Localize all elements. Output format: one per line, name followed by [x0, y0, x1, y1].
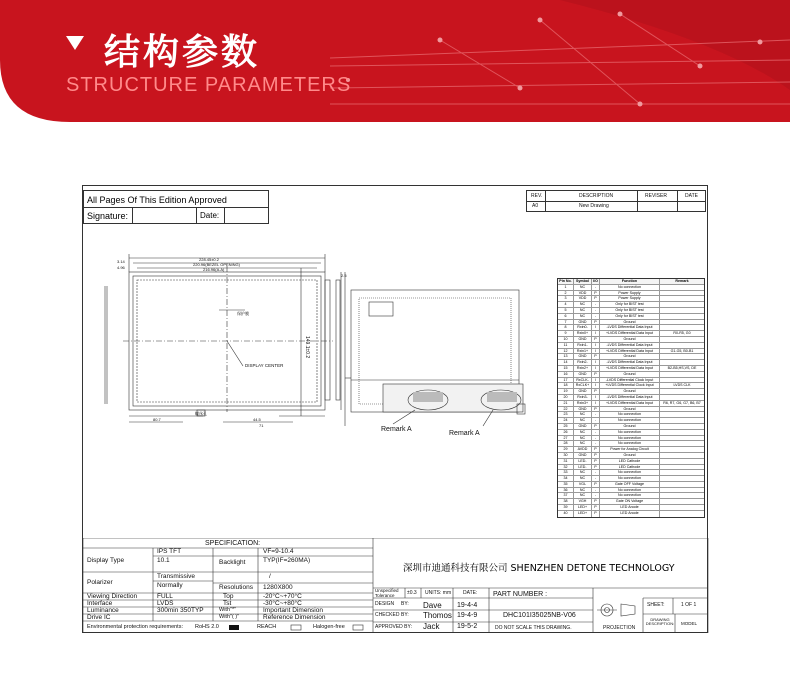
- pin-cell: Ground: [600, 453, 660, 458]
- reach-checkbox: [291, 625, 301, 630]
- checked-by-value: Thomos: [423, 611, 452, 620]
- pin-cell: 7: [558, 320, 574, 325]
- pin-cell: Rxin1-: [574, 343, 592, 348]
- pin-header-cell: Remark: [660, 279, 704, 284]
- pin-cell: NC: [574, 470, 592, 475]
- with-paren-label: With"( )": [219, 614, 240, 620]
- dim-bottom-1: 44.5: [253, 417, 261, 422]
- pin-cell: -LVDS Differential Clock Input: [600, 378, 660, 383]
- pin-cell: [660, 441, 704, 446]
- drive-ic-label: Drive IC: [87, 614, 111, 621]
- pin-cell: NC: [574, 314, 592, 319]
- pin-cell: Ground: [600, 320, 660, 325]
- pin-cell: P: [592, 482, 600, 487]
- revision-block: [526, 190, 706, 212]
- pin-cell: VDD: [574, 296, 592, 301]
- pin-cell: [660, 343, 704, 348]
- model-label: MODEL: [681, 621, 698, 626]
- pin-cell: [660, 291, 704, 296]
- pin-cell: Ground: [600, 354, 660, 359]
- pin-cell: No connection: [600, 412, 660, 417]
- pin-cell: 31: [558, 459, 574, 464]
- pin-cell: [660, 482, 704, 487]
- pin-cell: 26: [558, 430, 574, 435]
- pin-cell: +LVDS Differential Data Input: [600, 349, 660, 354]
- pin-cell: GND: [574, 453, 592, 458]
- dim-outer-width: 228.45±0.2: [199, 257, 219, 262]
- design-date-value: 19-4-4: [457, 602, 478, 609]
- pin-cell: P: [592, 465, 600, 470]
- pin-cell: [660, 296, 704, 301]
- pin-cell: P: [592, 447, 600, 452]
- approved-label: APPROVED BY:: [375, 624, 412, 630]
- signature-label: Signature:: [87, 211, 129, 221]
- pin-cell: -: [592, 493, 600, 498]
- approval-text: All Pages Of This Edition Approved: [87, 195, 227, 205]
- pin-cell: No connection: [600, 418, 660, 423]
- pin-cell: P: [592, 511, 600, 517]
- pin-cell: Ground: [600, 389, 660, 394]
- pin-cell: 40: [558, 511, 574, 517]
- design-by-label: BY:: [401, 601, 409, 607]
- pin-cell: 19: [558, 389, 574, 394]
- polarizer-v1: Transmissive: [157, 573, 196, 580]
- pin-cell: [660, 360, 704, 365]
- pin-cell: VGL: [574, 482, 592, 487]
- pin-cell: NC: [574, 493, 592, 498]
- pin-cell: -: [592, 441, 600, 446]
- pin-cell: B2-B5,HS,VS, DE: [667, 365, 697, 370]
- pin-cell: R0-R5, G0: [673, 331, 691, 336]
- pin-cell: 35: [558, 482, 574, 487]
- pin-cell: [660, 447, 704, 452]
- pin-cell: No connection: [600, 493, 660, 498]
- pin-cell: Rxin0-: [574, 325, 592, 330]
- pin-cell: No connection: [600, 436, 660, 441]
- dim-left-2: 4.96: [117, 265, 125, 270]
- mechanical-drawing: [83, 186, 553, 536]
- tst-value: -30°C~+80°C: [263, 600, 302, 607]
- specification-table: [83, 538, 373, 633]
- pin-cell: G1-G5, B0-B1: [670, 348, 694, 353]
- pin-cell: [660, 412, 704, 417]
- dim-bottom-3: 71: [259, 423, 264, 428]
- pin-cell: GND: [574, 424, 592, 429]
- pin-cell: 39: [558, 505, 574, 510]
- pin-cell: LED Cathode: [600, 459, 660, 464]
- remark-a-label-1: Remark A: [381, 426, 412, 433]
- pin-cell: [660, 372, 704, 377]
- pin-cell: NC: [574, 436, 592, 441]
- pin-cell: [660, 418, 704, 423]
- date-col-header: DATE:: [463, 590, 478, 596]
- pin-cell: LED-: [574, 465, 592, 470]
- pin-cell: LED+: [574, 511, 592, 517]
- pin-header-cell: Function: [600, 279, 660, 284]
- pin-cell: P: [592, 320, 600, 325]
- pin-header-cell: Symbol: [574, 279, 592, 284]
- pin-cell: 22: [558, 407, 574, 412]
- pin-cell: Ground: [600, 372, 660, 377]
- pin-cell: I: [592, 401, 600, 406]
- pin-cell: -LVDS Differential Data Input: [600, 343, 660, 348]
- pin-cell: [660, 337, 704, 342]
- pin-cell: LED Anode: [600, 505, 660, 510]
- reviser-header: REVISER: [645, 193, 667, 199]
- film-label: 保护膜: [237, 311, 249, 316]
- pin-cell: Gate OFF Voltage: [600, 482, 660, 487]
- resolutions-label: Resolutions: [219, 584, 253, 591]
- pin-cell: 10: [558, 337, 574, 342]
- pin-cell: NC: [574, 430, 592, 435]
- pin-cell: 2: [558, 291, 574, 296]
- pin-cell: P: [592, 337, 600, 342]
- pin-cell: NC: [574, 418, 592, 423]
- pin-cell: +LVDS Differential Data Input: [600, 401, 660, 406]
- dim-left-1: 3.14: [117, 259, 125, 264]
- pin-cell: NC: [574, 488, 592, 493]
- pin-cell: -: [592, 436, 600, 441]
- pin-cell: Ground: [600, 407, 660, 412]
- pin-assignment-table: [557, 278, 705, 518]
- pin-cell: 20: [558, 395, 574, 400]
- pin-cell: No connection: [600, 430, 660, 435]
- pin-cell: No connection: [600, 285, 660, 290]
- dim-active-area: 216.96(A.A): [203, 267, 225, 272]
- checked-label: CHECKED: [375, 612, 400, 618]
- pin-header-cell: I/O: [592, 279, 600, 284]
- pin-cell: [660, 314, 704, 319]
- projection-label: PROJECTION: [603, 625, 636, 631]
- pin-cell: GND: [574, 407, 592, 412]
- pin-cell: -: [592, 470, 600, 475]
- pin-cell: I: [592, 349, 600, 354]
- dim-bezel-opening: 220.96(BEZEL OPENING): [193, 262, 240, 267]
- pin-cell: No connection: [600, 488, 660, 493]
- pin-cell: -LVDS Differential Data Input: [600, 395, 660, 400]
- luminance-label: Luminance: [87, 607, 119, 614]
- approved-by-value: Jack: [423, 622, 440, 631]
- display-center-label: DISPLAY CENTER: [245, 363, 284, 368]
- pin-cell: RxCLK-: [574, 378, 592, 383]
- checked-date-value: 19-4-9: [457, 612, 478, 619]
- pin-cell: 33: [558, 470, 574, 475]
- pin-cell: [660, 395, 704, 400]
- pin-cell: 36: [558, 488, 574, 493]
- pin-cell: LVDS CLK: [673, 383, 691, 388]
- pin-cell: Power for Analog Circuit: [600, 447, 660, 452]
- pin-cell: 4: [558, 302, 574, 307]
- pin-cell: [660, 476, 704, 481]
- tolerance-label: Unspecified Tolerance: [375, 588, 399, 598]
- pin-cell: 6: [558, 314, 574, 319]
- pin-cell: P: [592, 407, 600, 412]
- checked-by-label: BY:: [401, 612, 409, 618]
- no-scale-note: DO NOT SCALE THIS DRAWING.: [495, 625, 572, 631]
- rev-value: A0: [532, 203, 539, 209]
- pin-cell: P: [592, 499, 600, 504]
- backlight-label: Backlight: [219, 559, 246, 566]
- pin-cell: -: [592, 476, 600, 481]
- pin-cell: AVDD: [574, 447, 592, 452]
- drawing-desc-label: DRAWING DESCRIPTION:: [645, 617, 675, 626]
- pin-cell: I: [592, 383, 600, 388]
- pin-cell: Rxin0+: [574, 331, 592, 336]
- pin-header-cell: Pin No.: [558, 279, 574, 284]
- pin-cell: [660, 488, 704, 493]
- engineering-drawing-sheet: [82, 185, 708, 633]
- pin-cell: RxCLK+: [574, 383, 592, 388]
- spec-title: SPECIFICATION:: [205, 540, 261, 547]
- pin-cell: 32: [558, 465, 574, 470]
- pin-cell: Only for BIST test: [600, 314, 660, 319]
- pin-cell: 29: [558, 447, 574, 452]
- pin-cell: +LVDS Differential Clock Input: [600, 383, 660, 388]
- pin-cell: P: [592, 424, 600, 429]
- pin-cell: I: [592, 395, 600, 400]
- tolerance-value: ±0.3: [407, 590, 417, 596]
- viewing-label: Viewing Direction: [87, 593, 138, 600]
- pin-cell: 13: [558, 354, 574, 359]
- pin-cell: -: [592, 412, 600, 417]
- pin-cell: 27: [558, 436, 574, 441]
- slash: /: [269, 573, 271, 580]
- pin-cell: 18: [558, 383, 574, 388]
- pin-cell: GND: [574, 354, 592, 359]
- env-label: Environmental protection requirements:: [87, 624, 183, 630]
- pin-cell: [660, 465, 704, 470]
- title-block: [373, 538, 709, 633]
- pin-cell: +LVDS Differential Data Input: [600, 331, 660, 336]
- pin-cell: [660, 511, 704, 517]
- pin-cell: 34: [558, 476, 574, 481]
- pin-table-row: [558, 511, 704, 517]
- pin-cell: [660, 505, 704, 510]
- halogen-checkbox: [353, 625, 363, 630]
- date-label: Date:: [200, 211, 220, 220]
- backlight-v1: VF=9-10.4: [263, 548, 294, 555]
- design-label: DESIGN: [375, 601, 395, 607]
- pin-cell: -: [592, 314, 600, 319]
- pin-cell: 14: [558, 360, 574, 365]
- pin-cell: I: [592, 331, 600, 336]
- pin-cell: P: [592, 372, 600, 377]
- rohs-label: RoHS 2.0: [195, 624, 219, 630]
- pin-cell: 21: [558, 401, 574, 406]
- with-star-value: Important Dimension: [263, 607, 323, 614]
- pin-cell: 12: [558, 349, 574, 354]
- display-type-v1: IPS TFT: [157, 548, 182, 555]
- pin-cell: [660, 320, 704, 325]
- pin-cell: 38: [558, 499, 574, 504]
- pin-cell: +LVDS Differential Data Input: [600, 366, 660, 371]
- sheet-value: 1 OF 1: [681, 602, 697, 608]
- pin-cell: [660, 302, 704, 307]
- pin-cell: 1: [558, 285, 574, 290]
- polarizer-label: Polarizer: [87, 579, 113, 586]
- screw-label: 螺丝孔: [195, 411, 207, 416]
- pin-cell: 15: [558, 366, 574, 371]
- pin-cell: Power Supply: [600, 291, 660, 296]
- pin-cell: P: [592, 505, 600, 510]
- units-label: UNITS: mm: [425, 590, 452, 596]
- pin-cell: NC: [574, 441, 592, 446]
- dim-thickness: 2.5: [341, 273, 347, 278]
- pin-cell: [660, 436, 704, 441]
- pin-cell: 3: [558, 296, 574, 301]
- pin-cell: [660, 470, 704, 475]
- pin-cell: LED Anode: [600, 511, 660, 517]
- pin-cell: P: [592, 453, 600, 458]
- remark-a-label-2: Remark A: [449, 430, 480, 437]
- approved-date-value: 19-5-2: [457, 623, 478, 630]
- pin-cell: [660, 407, 704, 412]
- sheet-label: SHEET:: [647, 602, 665, 608]
- pin-cell: NC: [574, 285, 592, 290]
- part-number-value: DHC101I35025NB-V06: [503, 612, 576, 619]
- pin-cell: [660, 499, 704, 504]
- pin-cell: NC: [574, 412, 592, 417]
- pin-cell: GND: [574, 337, 592, 342]
- halogen-label: Halogen-free: [313, 624, 345, 630]
- pin-cell: [660, 453, 704, 458]
- polarizer-v2: Normally: [157, 582, 183, 589]
- with-paren-value: Reference Dimension: [263, 614, 326, 621]
- pin-cell: [660, 308, 704, 313]
- pin-cell: No connection: [600, 470, 660, 475]
- dim-bottom-2: 80.7: [153, 417, 161, 422]
- pin-cell: P: [592, 291, 600, 296]
- tst-label: Tst: [223, 600, 232, 607]
- description-value: New Drawing: [579, 203, 609, 209]
- pin-cell: 30: [558, 453, 574, 458]
- pin-cell: Rxin3-: [574, 395, 592, 400]
- pin-cell: 5: [558, 308, 574, 313]
- design-by-value: Dave: [423, 601, 442, 610]
- pin-cell: No connection: [600, 441, 660, 446]
- pin-cell: Power Supply: [600, 296, 660, 301]
- reach-label: REACH: [257, 624, 277, 630]
- pin-cell: 16: [558, 372, 574, 377]
- pin-cell: [660, 378, 704, 383]
- pin-cell: 25: [558, 424, 574, 429]
- pin-cell: LED Cathode: [600, 465, 660, 470]
- pin-cell: NC: [574, 308, 592, 313]
- pin-cell: -LVDS Differential Data Input: [600, 360, 660, 365]
- pin-cell: Rxin3+: [574, 401, 592, 406]
- pin-cell: -: [592, 308, 600, 313]
- pin-cell: VGH: [574, 499, 592, 504]
- pin-cell: [660, 493, 704, 498]
- header-banner: [0, 0, 790, 122]
- pin-cell: 11: [558, 343, 574, 348]
- pin-cell: I: [592, 343, 600, 348]
- pin-cell: P: [592, 354, 600, 359]
- pin-cell: [660, 424, 704, 429]
- description-header: DESCRIPTION: [579, 193, 614, 199]
- pin-cell: NC: [574, 476, 592, 481]
- resolutions-value: 1280X800: [263, 584, 293, 591]
- pin-cell: Rxin1+: [574, 349, 592, 354]
- display-type-v2: 10.1: [157, 557, 170, 564]
- pin-cell: [660, 459, 704, 464]
- pin-cell: Gate ON Voltage: [600, 499, 660, 504]
- viewing-value: FULL: [157, 593, 173, 600]
- with-star-label: With"*": [219, 607, 237, 613]
- pin-cell: GND: [574, 320, 592, 325]
- pin-cell: 8: [558, 325, 574, 330]
- pin-cell: [660, 389, 704, 394]
- page-subtitle: STRUCTURE PARAMETERS: [66, 74, 352, 96]
- pin-cell: 28: [558, 441, 574, 446]
- pin-cell: P: [592, 389, 600, 394]
- pin-cell: I: [592, 366, 600, 371]
- company-name: 深圳市迪通科技有限公司 SHENZHEN DETONE TECHNOLOGY: [403, 563, 675, 574]
- triangle-down-icon: [66, 36, 84, 50]
- dim-height: 149.1±0.2: [304, 336, 310, 359]
- pin-cell: -: [592, 430, 600, 435]
- pin-cell: -LVDS Differential Data Input: [600, 325, 660, 330]
- pin-cell: Rxin2+: [574, 366, 592, 371]
- pin-cell: [660, 325, 704, 330]
- pin-cell: [660, 285, 704, 290]
- pin-cell: Ground: [600, 424, 660, 429]
- page-title: 结构参数: [104, 32, 261, 73]
- pin-cell: LED+: [574, 505, 592, 510]
- pin-cell: I: [592, 360, 600, 365]
- pin-cell: -: [592, 418, 600, 423]
- pin-cell: [660, 430, 704, 435]
- backlight-v2: TYP(IF=260MA): [263, 557, 311, 564]
- pin-cell: GND: [574, 389, 592, 394]
- pin-cell: No connection: [600, 476, 660, 481]
- display-type-label: Display Type: [87, 557, 125, 564]
- pin-cell: Ground: [600, 337, 660, 342]
- pin-cell: 23: [558, 412, 574, 417]
- pin-cell: NC: [574, 302, 592, 307]
- pin-cell: I: [592, 325, 600, 330]
- pin-cell: Rxin2-: [574, 360, 592, 365]
- pin-cell: R6, R7, G6, G7, B6, B7: [663, 400, 701, 405]
- pin-cell: 9: [558, 331, 574, 336]
- pin-cell: -: [592, 302, 600, 307]
- pin-cell: P: [592, 459, 600, 464]
- pin-cell: LED-: [574, 459, 592, 464]
- top-label: Top: [223, 593, 234, 600]
- pin-cell: 24: [558, 418, 574, 423]
- pin-cell: VDD: [574, 291, 592, 296]
- interface-value: LVDS: [157, 600, 174, 607]
- pin-cell: -: [592, 285, 600, 290]
- pin-cell: P: [592, 296, 600, 301]
- pin-cell: 37: [558, 493, 574, 498]
- rohs-checkbox: [229, 625, 239, 630]
- date-header: DATE: [685, 193, 698, 199]
- top-value: -20°C~+70°C: [263, 593, 302, 600]
- interface-label: Interface: [87, 600, 113, 607]
- luminance-value: 300min 350TYP: [157, 607, 204, 614]
- pin-cell: I: [592, 378, 600, 383]
- pin-cell: -: [592, 488, 600, 493]
- pin-cell: Only for BIST test: [600, 302, 660, 307]
- part-number-label: PART NUMBER :: [493, 591, 548, 598]
- pin-cell: 17: [558, 378, 574, 383]
- pin-cell: GND: [574, 372, 592, 377]
- pin-cell: [660, 354, 704, 359]
- pin-cell: Only for BIST test: [600, 308, 660, 313]
- rev-header: REV.: [531, 193, 543, 199]
